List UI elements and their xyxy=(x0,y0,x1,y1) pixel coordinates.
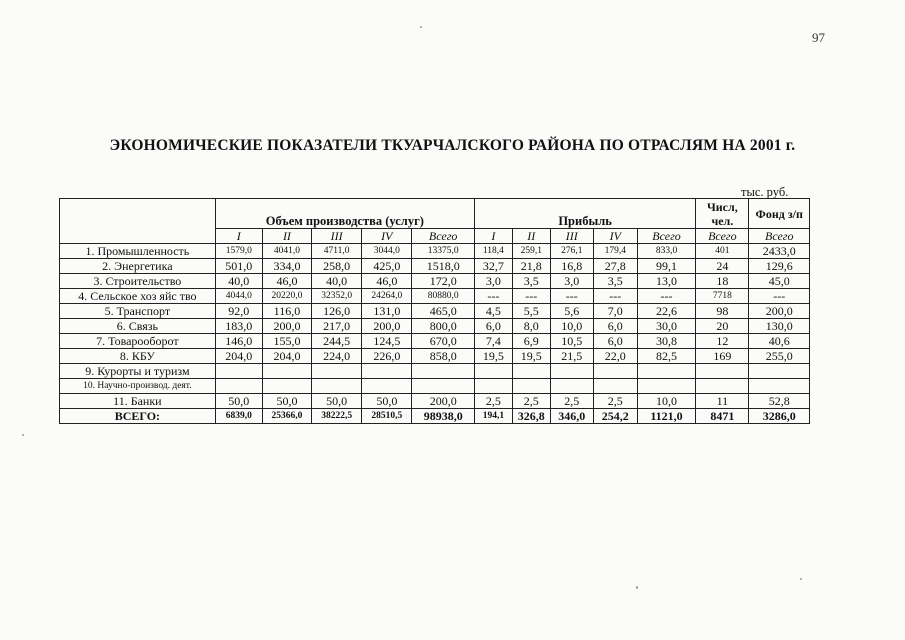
table-cell: 46,0 xyxy=(362,274,412,289)
table-cell: 10,0 xyxy=(637,394,695,409)
row-label: 5. Транспорт xyxy=(60,304,216,319)
table-cell: 6,0 xyxy=(474,319,512,334)
economic-indicators-table xyxy=(59,198,810,424)
table-cell: 858,0 xyxy=(412,349,475,364)
table-cell: 200,0 xyxy=(412,394,475,409)
table-row xyxy=(60,379,810,394)
table-cell: 50,0 xyxy=(215,394,262,409)
table-cell xyxy=(412,379,475,394)
table-cell: 259,1 xyxy=(512,244,550,259)
scan-speck xyxy=(420,26,422,28)
table-cell: --- xyxy=(593,289,637,304)
table-cell: 13375,0 xyxy=(412,244,475,259)
table-cell: 40,0 xyxy=(312,274,362,289)
table-cell: 5,6 xyxy=(550,304,593,319)
total-cell: 6839,0 xyxy=(215,409,262,424)
table-cell: 32,7 xyxy=(474,259,512,274)
page-number: 97 xyxy=(812,30,825,45)
table-cell: 276,1 xyxy=(550,244,593,259)
row-label: 10. Научно-производ. деят. xyxy=(60,379,216,394)
table-cell: 3,0 xyxy=(474,274,512,289)
table-cell: 50,0 xyxy=(312,394,362,409)
table-cell: 172,0 xyxy=(412,274,475,289)
table-cell xyxy=(593,364,637,379)
table-cell xyxy=(312,364,362,379)
table-cell: 129,6 xyxy=(749,259,810,274)
header-total: Всего xyxy=(696,229,749,244)
table-cell: 20220,0 xyxy=(262,289,311,304)
table-cell: 19,5 xyxy=(474,349,512,364)
table-cell: 30,0 xyxy=(637,319,695,334)
table-row xyxy=(60,274,810,289)
table-cell: 7718 xyxy=(696,289,749,304)
table-cell: 30,8 xyxy=(637,334,695,349)
table-cell xyxy=(512,379,550,394)
table-cell: 10,5 xyxy=(550,334,593,349)
table-cell: 126,0 xyxy=(312,304,362,319)
table-cell: 131,0 xyxy=(362,304,412,319)
table-cell: 334,0 xyxy=(262,259,311,274)
table-cell xyxy=(550,379,593,394)
table-cell: 465,0 xyxy=(412,304,475,319)
header-quarter: IV xyxy=(362,229,412,244)
table-cell: 204,0 xyxy=(262,349,311,364)
header-total: Всего xyxy=(637,229,695,244)
table-cell: 22,0 xyxy=(593,349,637,364)
total-cell: 1121,0 xyxy=(637,409,695,424)
table-cell: 98 xyxy=(696,304,749,319)
table-cell xyxy=(474,379,512,394)
row-label: 1. Промышленность xyxy=(60,244,216,259)
table-cell: 19,5 xyxy=(512,349,550,364)
table-cell: 92,0 xyxy=(215,304,262,319)
table-cell: 200,0 xyxy=(362,319,412,334)
row-label: 7. Товарооборот xyxy=(60,334,216,349)
row-label: 3. Строительство xyxy=(60,274,216,289)
row-label: 2. Энергетика xyxy=(60,259,216,274)
table-cell: 50,0 xyxy=(262,394,311,409)
table-cell: 501,0 xyxy=(215,259,262,274)
total-cell: 8471 xyxy=(696,409,749,424)
table-cell: 16,8 xyxy=(550,259,593,274)
table-cell: 24264,0 xyxy=(362,289,412,304)
header-quarter: I xyxy=(474,229,512,244)
header-row-groups xyxy=(60,199,810,229)
table-row xyxy=(60,334,810,349)
header-profit: Прибыль xyxy=(474,199,695,229)
table-cell: 3,5 xyxy=(512,274,550,289)
table-cell: 32352,0 xyxy=(312,289,362,304)
table-cell: 24 xyxy=(696,259,749,274)
table-cell xyxy=(637,379,695,394)
scan-speck xyxy=(22,434,24,436)
table-cell: 21,8 xyxy=(512,259,550,274)
table-cell xyxy=(512,364,550,379)
total-cell: 194,1 xyxy=(474,409,512,424)
table-cell xyxy=(474,364,512,379)
header-wage-fund: Фонд з/п xyxy=(749,199,810,229)
table-cell: 169 xyxy=(696,349,749,364)
table-cell xyxy=(312,379,362,394)
table-cell: 226,0 xyxy=(362,349,412,364)
table-cell xyxy=(362,364,412,379)
table-cell: 255,0 xyxy=(749,349,810,364)
table-cell: --- xyxy=(474,289,512,304)
header-quarter: II xyxy=(262,229,311,244)
table-cell: 8,0 xyxy=(512,319,550,334)
table-cell: 22,6 xyxy=(637,304,695,319)
table-row xyxy=(60,244,810,259)
table-cell xyxy=(593,379,637,394)
table-cell: 204,0 xyxy=(215,349,262,364)
table-cell: --- xyxy=(512,289,550,304)
table-cell: 6,9 xyxy=(512,334,550,349)
total-cell: 98938,0 xyxy=(412,409,475,424)
table-row xyxy=(60,259,810,274)
table-cell: 2,5 xyxy=(550,394,593,409)
header-total: Всего xyxy=(412,229,475,244)
table-cell: 82,5 xyxy=(637,349,695,364)
table-cell: 6,0 xyxy=(593,334,637,349)
total-cell: 38222,5 xyxy=(312,409,362,424)
table-cell: 3044,0 xyxy=(362,244,412,259)
table-cell: 179,4 xyxy=(593,244,637,259)
table-cell: 401 xyxy=(696,244,749,259)
table-cell: --- xyxy=(550,289,593,304)
table-cell xyxy=(215,379,262,394)
table-cell: 183,0 xyxy=(215,319,262,334)
header-employees: Числ, чел. xyxy=(696,199,749,229)
page-title: ЭКОНОМИЧЕСКИЕ ПОКАЗАТЕЛИ ТКУАРЧАЛСКОГО РАЙОНА ПО ОТРАСЛЯМ НА 2001 г. xyxy=(109,137,796,154)
total-cell: 254,2 xyxy=(593,409,637,424)
table-cell: 27,8 xyxy=(593,259,637,274)
table-cell: 200,0 xyxy=(749,304,810,319)
table-cell xyxy=(215,364,262,379)
table-cell: 2,5 xyxy=(512,394,550,409)
row-label: 6. Связь xyxy=(60,319,216,334)
table-cell: 800,0 xyxy=(412,319,475,334)
table-cell: 99,1 xyxy=(637,259,695,274)
table-cell: 80880,0 xyxy=(412,289,475,304)
table-cell xyxy=(749,379,810,394)
row-label: 8. КБУ xyxy=(60,349,216,364)
table-cell: 146,0 xyxy=(215,334,262,349)
table-cell: 833,0 xyxy=(637,244,695,259)
header-quarter: IV xyxy=(593,229,637,244)
unit-note: тыс. руб. xyxy=(741,185,789,199)
header-quarter: III xyxy=(550,229,593,244)
table-cell: 224,0 xyxy=(312,349,362,364)
table-cell: 45,0 xyxy=(749,274,810,289)
table-cell: 200,0 xyxy=(262,319,311,334)
table-cell: 2,5 xyxy=(474,394,512,409)
header-total: Всего xyxy=(749,229,810,244)
table-cell xyxy=(696,379,749,394)
table-cell: 5,5 xyxy=(512,304,550,319)
table-cell: 4711,0 xyxy=(312,244,362,259)
total-cell: 326,8 xyxy=(512,409,550,424)
header-empty-cell xyxy=(60,199,216,244)
scan-speck xyxy=(800,578,802,580)
table-row xyxy=(60,304,810,319)
row-label: 9. Курорты и туризм xyxy=(60,364,216,379)
header-quarter: III xyxy=(312,229,362,244)
total-cell: 3286,0 xyxy=(749,409,810,424)
table-cell: 11 xyxy=(696,394,749,409)
table-cell: --- xyxy=(749,289,810,304)
table-cell: 52,8 xyxy=(749,394,810,409)
table-cell: 20 xyxy=(696,319,749,334)
table-cell: 2,5 xyxy=(593,394,637,409)
table-cell: 244,5 xyxy=(312,334,362,349)
table-cell xyxy=(550,364,593,379)
table-cell: 4041,0 xyxy=(262,244,311,259)
table-cell: 1579,0 xyxy=(215,244,262,259)
table-cell: 40,6 xyxy=(749,334,810,349)
total-label: ВСЕГО: xyxy=(60,409,216,424)
table-cell xyxy=(362,379,412,394)
table-cell: 124,5 xyxy=(362,334,412,349)
total-row xyxy=(60,409,810,424)
table-cell xyxy=(262,364,311,379)
table-body xyxy=(60,244,810,424)
total-cell: 25366,0 xyxy=(262,409,311,424)
table-row xyxy=(60,394,810,409)
header-quarter: II xyxy=(512,229,550,244)
table-cell xyxy=(637,364,695,379)
table-cell: 40,0 xyxy=(215,274,262,289)
table-cell: 130,0 xyxy=(749,319,810,334)
table-cell: 116,0 xyxy=(262,304,311,319)
table-cell xyxy=(262,379,311,394)
table-row xyxy=(60,364,810,379)
scan-speck xyxy=(636,586,638,589)
table-cell: 18 xyxy=(696,274,749,289)
table-cell: 3,0 xyxy=(550,274,593,289)
table-cell: 1518,0 xyxy=(412,259,475,274)
table-row xyxy=(60,319,810,334)
table-cell: 7,0 xyxy=(593,304,637,319)
table-cell: 21,5 xyxy=(550,349,593,364)
total-cell: 28510,5 xyxy=(362,409,412,424)
table-cell: 217,0 xyxy=(312,319,362,334)
table-cell xyxy=(412,364,475,379)
header-volume: Объем производства (услуг) xyxy=(215,199,474,229)
table-cell: 2433,0 xyxy=(749,244,810,259)
table-cell: --- xyxy=(637,289,695,304)
table-cell: 46,0 xyxy=(262,274,311,289)
total-cell: 346,0 xyxy=(550,409,593,424)
table-cell: 670,0 xyxy=(412,334,475,349)
table-cell: 4,5 xyxy=(474,304,512,319)
table-cell: 3,5 xyxy=(593,274,637,289)
table-cell: 50,0 xyxy=(362,394,412,409)
table-cell: 258,0 xyxy=(312,259,362,274)
table-cell: 155,0 xyxy=(262,334,311,349)
table-cell: 12 xyxy=(696,334,749,349)
table-row xyxy=(60,289,810,304)
table-cell: 13,0 xyxy=(637,274,695,289)
table-cell xyxy=(749,364,810,379)
table-row xyxy=(60,349,810,364)
row-label: 11. Банки xyxy=(60,394,216,409)
table-cell: 7,4 xyxy=(474,334,512,349)
table-cell: 118,4 xyxy=(474,244,512,259)
table-cell xyxy=(696,364,749,379)
table-cell: 4044,0 xyxy=(215,289,262,304)
row-label: 4. Сельское хоз яйс тво xyxy=(60,289,216,304)
table-cell: 425,0 xyxy=(362,259,412,274)
table-cell: 6,0 xyxy=(593,319,637,334)
header-quarter: I xyxy=(215,229,262,244)
table-cell: 10,0 xyxy=(550,319,593,334)
